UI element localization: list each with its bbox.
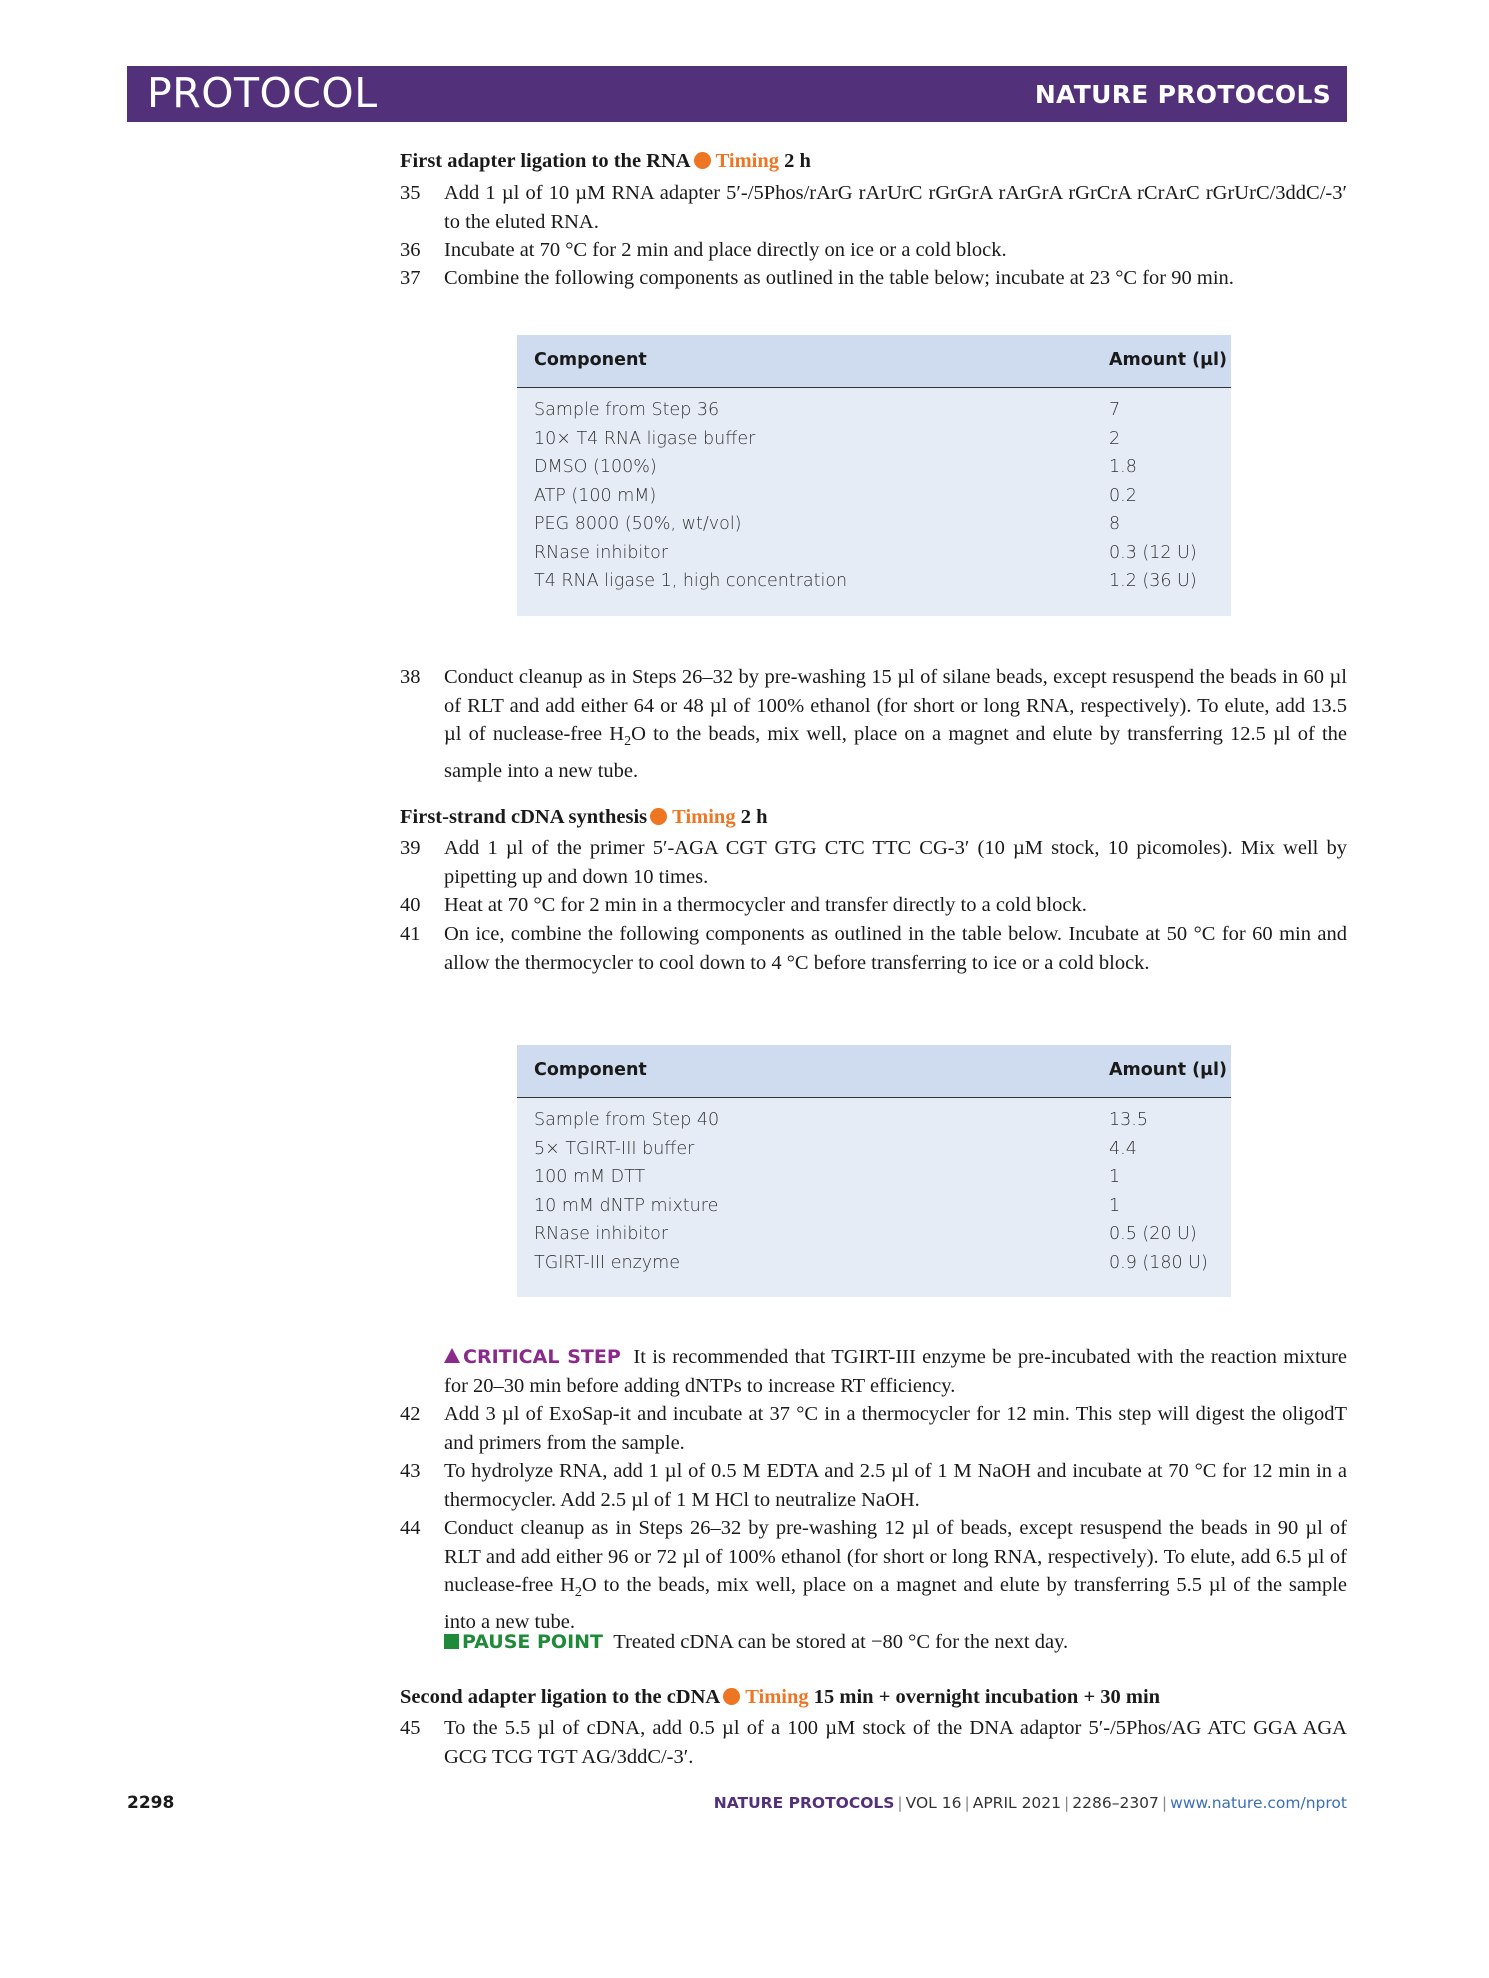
step-42: 42 Add 3 µl of ExoSap-it and incubate at 37 °C in a thermocycler for 12 min. This step will digest the oligodT and primers from the sample. [400,1403,1347,1454]
table-header: Component Amount (µl) [517,1045,1231,1098]
step-36: 36 Incubate at 70 °C for 2 min and place directly on ice or a cold block. [400,239,1007,261]
section-heading-first-adapter: First adapter ligation to the RNA Timing 2 h [400,150,811,172]
table-row: Sample from Step 40 13.5 [534,1110,1148,1130]
table-row: DMSO (100%) 1.8 [534,457,1137,477]
timing-dot-icon [694,152,711,169]
section-heading-second-adapter: Second adapter ligation to the cDNA Timing 15 min + overnight incubation + 30 min [400,1686,1161,1708]
step-39: 39 Add 1 µl of the primer 5′-AGA CGT GTG CTC TTC CG-3′ (10 µM stock, 10 picomoles). Mix well by pipetting up and down 10 times. [400,837,1347,888]
step-38: 38 Conduct cleanup as in Steps 26–32 by pre-washing 15 µl of silane beads, except resuspend the beads in 60 µl of RLT and add either 64 or 48 µl of 100% ethanol (for short or long RNA, respectively). To elute, add 13.5 µl of nuclease-free $H_2O$ to the beads, mix well, place on a magnet and elute by transferring 12.5 µl of the sample into a new tube. [400,666,1347,782]
table-row: TGIRT-III enzyme 0.9 (180 U) [534,1252,1208,1273]
section-heading-first-strand: First-strand cDNA synthesis Timing 2 h [400,806,768,828]
table-row: 10 mM dNTP mixture 1 [534,1195,1121,1216]
table-row: Sample from Step 36 7 [534,400,1121,420]
timing-dot-icon [650,808,667,825]
pause-square-icon [444,1634,459,1649]
step-41: 41 On ice, combine the following components as outlined in the table below. Incubate at 50 °C for 60 min and allow the thermocycler to cool down to 4 °C before transferring to ice or a cold block. [400,923,1347,974]
table-row: PEG 8000 (50%, wt/vol) 8 [534,514,1121,534]
table-row: ATP (100 mM) 0.2 [534,485,1137,506]
timing-dot-icon [723,1688,740,1705]
table-row: RNase inhibitor 0.3 (12 U) [534,542,1197,563]
table-row: RNase inhibitor 0.5 (20 U) [534,1224,1197,1244]
step-35: 35 Add 1 µl of 10 µM RNA adapter 5′-/5Phos/rArG rArUrC rGrGrA rArGrA rGrCrA rCrArC rGrUrC/3ddC/-3′ to the eluted RNA. [400,182,1347,233]
header-banner [127,66,1347,122]
journal-label: NATURE PROTOCOLS [1034,80,1331,109]
protocol-label: PROTOCOL [147,69,378,117]
table-header: Component Amount (µl) [517,335,1231,388]
warning-triangle-icon [444,1348,460,1363]
step-43: 43 To hydrolyze RNA, add 1 µl of 0.5 M EDTA and 2.5 µl of 1 M NaOH and incubate at 70 °C for 12 min in a thermocycler. Add 2.5 µl of 1 M HCl to neutralize NaOH. [400,1460,1347,1511]
table-row: T4 RNA ligase 1, high concentration 1.2 (36 U) [534,571,1197,591]
page-number: 2298 [127,1793,175,1813]
step-37: 37 Combine the following components as outlined in the table below; incubate at 23 °C for 90 min. [400,267,1234,289]
table-row: 5× TGIRT-III buffer 4.4 [534,1138,1137,1159]
table-ligation-components [517,335,1231,616]
table-cdna-components [517,1045,1231,1297]
step-44: 44 Conduct cleanup as in Steps 26–32 by pre-washing 12 µl of beads, except resuspend the beads in 90 µl of RLT and add either 96 or 72 µl of 100% ethanol (for short or long RNA, respectively). To elute, add 6.5 µl of nuclease-free $H_2O$ to the beads, mix well, place on a magnet and elute by transferring 5.5 µl of the sample into a new tube. [400,1517,1348,1633]
step-45: 45 To the 5.5 µl of cDNA, add 0.5 µl of a 100 µM stock of the DNA adaptor 5′-/5Phos/AG ATC GGA AGA GCG TCG TGT AG/3ddC/-3′. [400,1717,1347,1768]
table-row: 10× T4 RNA ligase buffer 2 [534,428,1121,449]
journal-url-link[interactable]: www.nature.com/nprot [1170,1794,1347,1812]
table-row: 100 mM DTT 1 [534,1167,1121,1187]
footer-citation: NATURE PROTOCOLS | VOL 16 | APRIL 2021 | 2286–2307 | www.nature.com/nprot [713,1794,1347,1812]
pause-point: PAUSE POINT Treated cDNA can be stored at −80 °C for the next day. [400,1628,1347,1657]
critical-step: CRITICAL STEP It is recommended that TGIRT-III enzyme be pre-incubated with the reaction mixture for 20–30 min before adding dNTPs to increase RT efficiency. [444,1346,1347,1397]
step-40: 40 Heat at 70 °C for 2 min in a thermocycler and transfer directly to a cold block. [400,894,1087,916]
